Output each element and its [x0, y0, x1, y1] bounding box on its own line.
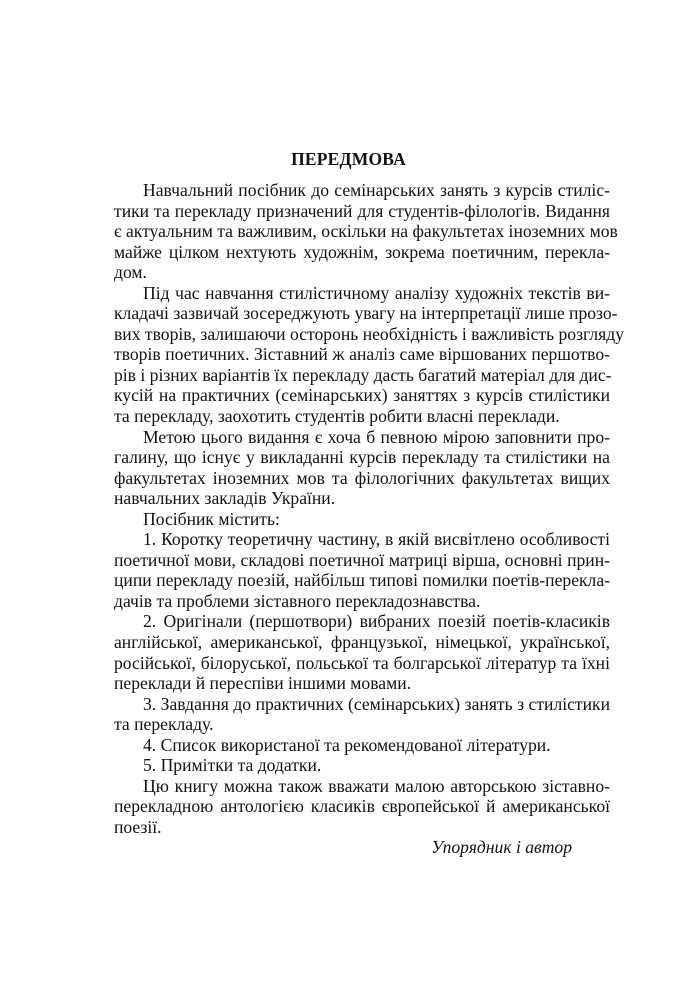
signature: Упорядник і автор: [431, 837, 572, 857]
text-line: творів поетичних. Зіставний ж аналіз саме віршованих першотво-: [114, 344, 610, 365]
text-line: 4. Список використаної та рекомендованої літератури.: [143, 734, 551, 755]
text-line: тики та перекладу призначений для студентів-філологів. Видання: [114, 200, 610, 221]
text-line: навчальних закладів України.: [114, 488, 336, 509]
text-line: та перекладу, заохотить студентів робити власні переклади.: [114, 406, 560, 427]
text-line: 3. Завдання до практичних (семінарських) занять з стилістики: [143, 693, 610, 714]
text-line: перекладною антологією класиків європейської й американської: [114, 796, 610, 817]
text-line: 1. Коротку теоретичну частину, в якій висвітлено особливості: [143, 529, 610, 550]
text-line: російської, білоруської, польської та болгарської літератур та їхні: [114, 652, 610, 673]
text-line: Посібник містить:: [143, 508, 280, 529]
text-line: дачів та проблеми зіставного перекладознавства.: [114, 590, 481, 611]
text-line: поетичної мови, складові поетичної матриці вірша, основні прин-: [114, 549, 610, 570]
text-line: дом.: [114, 262, 147, 283]
text-line: переклади й переспіви іншими мовами.: [114, 673, 412, 694]
page-title: ПЕРЕДМОВА: [291, 149, 406, 169]
preface-body: [114, 180, 624, 838]
text-line: кладачі зазвичай зосереджують увагу на інтерпретації лише прозо-: [114, 303, 618, 324]
text-line: кусій на практичних (семінарських) заняттях з курсів стилістики: [114, 385, 610, 406]
text-line: галину, що існує у викладанні курсів перекладу та стилістики на: [114, 447, 610, 468]
text-line: англійської, американської, французької, німецької, української,: [114, 632, 610, 653]
text-line: факультетах іноземних мов та філологічних факультетах вищих: [114, 467, 610, 488]
text-line: Метою цього видання є хоча б певною мірою заповнити про-: [143, 426, 610, 447]
text-line: Навчальний посібник до семінарських занять з курсів стиліс-: [143, 180, 610, 200]
text-line: ципи перекладу поезій, найбільш типові помилки поетів-перекла-: [114, 570, 610, 591]
text-line: вих творів, залишаючи осторонь необхідність і важливість розгляду: [114, 323, 624, 344]
text-line: майже цілком нехтують художнім, зокрема поетичним, перекла-: [114, 241, 610, 262]
text-line: є актуальним та важливим, оскільки на факультетах іноземних мов: [114, 221, 618, 242]
text-line: поезії.: [114, 816, 162, 837]
text-line: Під час навчання стилістичному аналізу художніх текстів ви-: [143, 282, 610, 303]
text-line: та перекладу.: [114, 714, 214, 735]
text-line: рів і різних варіантів їх перекладу дасть багатий матеріал для дис-: [114, 364, 612, 385]
text-line: 2. Оригінали (першотвори) вибраних поезій поетів-класиків: [143, 611, 610, 632]
text-line: Цю книгу можна також вважати малою авторською зіставно-: [143, 775, 610, 796]
text-line: 5. Примітки та додатки.: [143, 755, 322, 776]
